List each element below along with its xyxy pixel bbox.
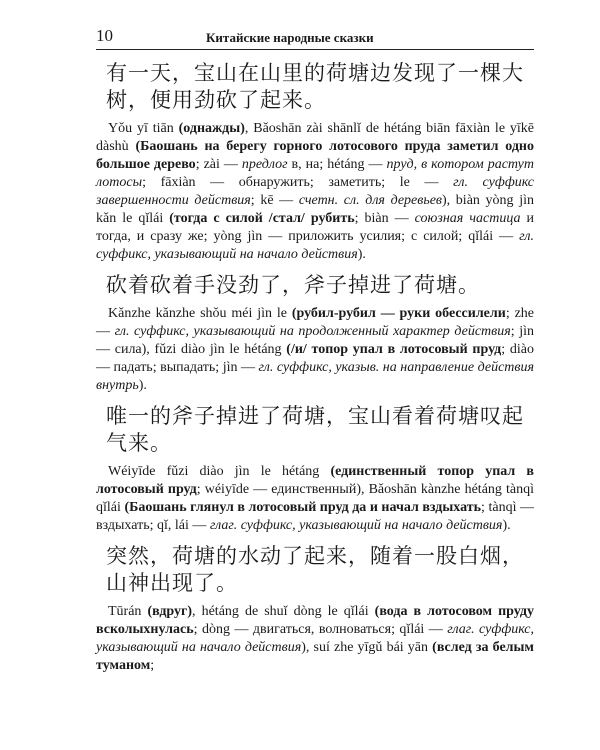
gloss-italic-run: глаг. суффикс, указывающий на начало действия (96, 622, 534, 655)
gloss-italic-run: пруд, в котором растут лотосы (96, 157, 534, 190)
gloss-paragraph-3 (96, 463, 534, 535)
gloss-text-run: ). (357, 247, 366, 262)
gloss-italic-run: гл. суффикс, указыв. на направление действия внутрь (96, 360, 534, 393)
gloss-text-run: ), biàn yòng jìn kǎn le qǐlái (96, 193, 534, 226)
gloss-italic-run: гл. суффикс завершенности действия (96, 175, 534, 208)
gloss-text-run: ). (502, 518, 511, 533)
gloss-bold-run: (рубил-рубил — руки обессилели (291, 306, 506, 321)
gloss-paragraph-4 (96, 603, 534, 675)
gloss-bold-run: (однажды) (178, 121, 245, 136)
gloss-text-run: в, на; hétáng — (287, 157, 387, 172)
gloss-text-run: ; (150, 658, 155, 673)
gloss-italic-run: союзная частица (414, 211, 521, 226)
page-number: 10 (96, 26, 113, 45)
gloss-text-run: ; kē — (250, 193, 299, 208)
gloss-text-run: и тогда, и сразу же; yòng jìn — приложить усилия; с силой; qǐlái — (96, 211, 535, 244)
gloss-paragraph-1 (96, 120, 534, 264)
gloss-text-run: ; wéiyīde — единственный), Bǎoshān kànzhe hétáng tànqì qǐlái (96, 482, 534, 515)
gloss-text-run: ; zhe — (96, 306, 534, 339)
gloss-bold-run: (единственный топор упал в лотосовый пруд (96, 464, 534, 497)
gloss-bold-run: (/и/ топор упал в лотосовый пруд (286, 342, 502, 357)
chinese-sentence-4: 突然，荷塘的水动了起来，随着一股白烟，山神出现了。 (106, 544, 524, 595)
gloss-text-run: ; fāxiàn — обнаружить; заметить; le — (142, 175, 454, 190)
gloss-italic-run: счетн. сл. для деревьев (298, 193, 442, 208)
gloss-italic-run: гл. суффикс, указывающий на начало действия (96, 229, 534, 262)
chinese-sentence-2: 砍着砍着手没劲了，斧子掉进了荷塘。 (106, 273, 480, 297)
gloss-text-run: ; tànqì — вздыхать; qǐ, lái — (96, 500, 534, 533)
gloss-text-run: Tūrán (108, 604, 148, 619)
gloss-italic-run: предлог (241, 157, 288, 172)
gloss-bold-run: (Баошань глянул в лотосовый пруд да и начал вздыхать (124, 500, 482, 515)
running-title: Китайские народные сказки (206, 30, 374, 45)
gloss-text-run: Kǎnzhe kǎnzhe shǒu méi jìn le (108, 306, 292, 321)
gloss-italic-run: гл. суффикс, указывающий на продолженный характер действия (114, 324, 511, 339)
gloss-text-run: ; dòng — двигаться, волноваться; qǐlái — (193, 622, 448, 637)
gloss-bold-run: (вслед за белым туманом (96, 640, 534, 673)
gloss-text-run: ). (138, 378, 147, 393)
gloss-italic-run: глаг. суффикс, указывающий на начало действия (209, 518, 503, 533)
page-header (96, 26, 534, 50)
gloss-text-run: ; jìn — сила), fǔzi diào jìn le hétáng (96, 324, 535, 357)
gloss-bold-run: (вдруг) (147, 604, 193, 619)
gloss-text-run: ; biàn — (354, 211, 415, 226)
gloss-bold-run: (тогда с силой /стал/ рубить (169, 211, 355, 226)
gloss-paragraph-2 (96, 305, 534, 395)
gloss-bold-run: (вода в лотосовом пруду всколыхнулась (96, 604, 534, 637)
gloss-text-run: , Bǎoshān zài shānlǐ de hétáng biān fāxiàn le yīkē dàshù (96, 121, 535, 154)
gloss-text-run: ; zài — (195, 157, 242, 172)
gloss-bold-run: (Баошань на берегу горного лотосового пруда заметил одно большое дерево (96, 139, 534, 172)
gloss-text-run: ; diào — падать; выпадать; jìn — (96, 342, 534, 375)
gloss-text-run: Yǒu yī tiān (108, 121, 179, 136)
gloss-text-run: Wéiyīde fǔzi diào jìn le hétáng (108, 464, 331, 479)
gloss-text-run: ), suí zhe yīgǔ bái yān (301, 640, 433, 655)
gloss-text-run: , hétáng de shuǐ dòng le qǐlái (192, 604, 375, 619)
chinese-sentence-3: 唯一的斧子掉进了荷塘，宝山看着荷塘叹起气来。 (106, 404, 524, 455)
chinese-sentence-1: 有一天，宝山在山里的荷塘边发现了一棵大树，便用劲砍了起来。 (106, 61, 524, 112)
